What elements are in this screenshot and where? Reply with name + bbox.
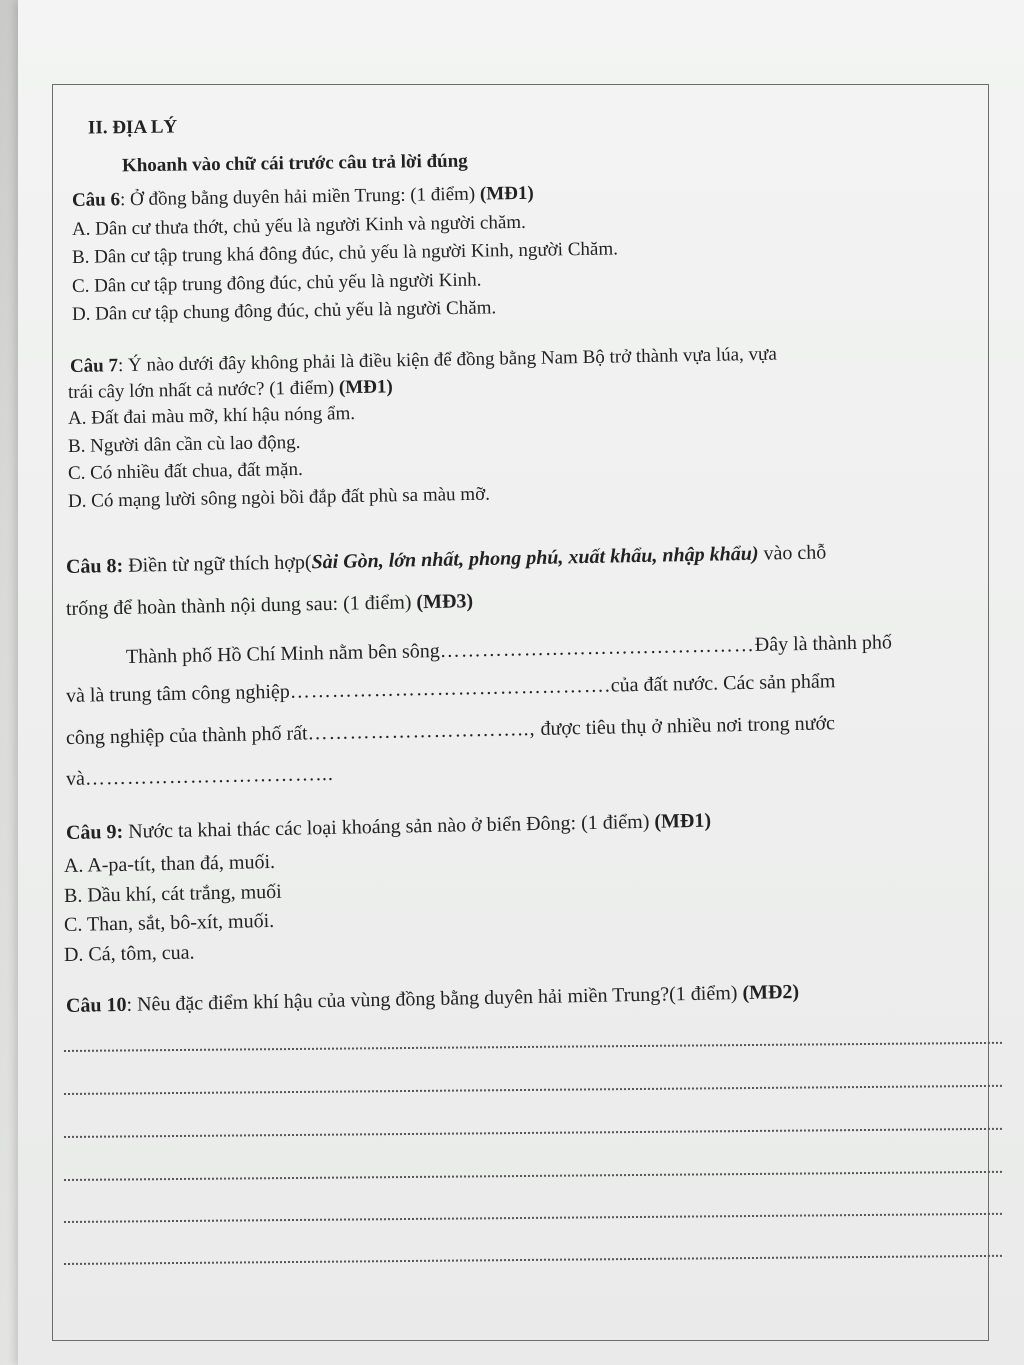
question-7-label: Câu 7 [69,355,119,377]
fill-text: của đất nước. Các sản phẩm [610,670,836,697]
question-8-text-2: trống để hoàn thành nội dung sau: (1 điểm) [65,591,417,620]
fill-text: Đây là thành phố [754,631,893,656]
fill-text: và [65,767,86,790]
section-title: II. ĐỊA LÝ [87,116,178,139]
question-6-option-a: A. Dân cư thưa thớt, chủ yếu là người Kinh và người chăm. [71,211,526,240]
question-6-option-d: D. Dân cư tập chung đông đúc, chủ yếu là người Chăm. [71,297,497,325]
question-10-text: : Nêu đặc điểm khí hậu của vùng đồng bằng duyên hải miền Trung?(1 điểm) [126,982,743,1016]
fill-blank-3[interactable]: ………………………….., [307,717,536,745]
instruction: Khoanh vào chữ cái trước câu trả lời đúng [121,150,468,177]
question-8-text-before: Điền từ ngữ thích hợp( [123,551,312,577]
question-9-option-a: A. A-pa-tít, than đá, muối. [63,850,276,877]
fill-blank-4[interactable]: ……………………………... [84,762,335,790]
question-7-option-c: C. Có nhiều đất chua, đất mặn. [67,458,303,484]
question-8-level: (MĐ3) [416,590,474,614]
question-6-text: : Ở đồng bằng duyên hải miền Trung: (1 điểm) [119,183,481,211]
question-10-label: Câu 10 [65,993,127,1017]
question-9-level: (MĐ1) [654,809,712,833]
question-9-option-c: C. Than, sắt, bô-xít, muối. [63,909,275,936]
question-8-word-list: Sài Gòn, lớn nhất, phong phú, xuất khẩu, nhập khẩu) [311,542,759,574]
fill-blank-2[interactable]: ………………………………………. [289,674,611,703]
question-7-text-1: : Ý nào dưới đây không phải là điều kiện để đồng bằng Nam Bộ trở thành vựa lúa, vựa [117,343,777,377]
question-7-level: (MĐ1) [338,376,393,399]
question-7-option-d: D. Có mạng lười sông ngòi bồi đắp đất phù sa màu mỡ. [67,483,491,512]
fill-text: Thành phố Hồ Chí Minh nằm bên sông [125,639,441,668]
answer-frame [52,84,989,1341]
question-10-level: (MĐ2) [742,980,800,1005]
question-9-label: Câu 9: [65,820,124,844]
fill-blank-1[interactable]: ……………………………………… [439,633,755,662]
question-6-level: (MĐ1) [479,182,534,205]
fill-text: được tiêu thụ ở nhiều nơi trong nước [535,712,836,740]
fill-text: công nghiệp của thành phố rất [65,722,308,749]
question-7-option-b: B. Người dân cần cù lao động. [67,431,301,457]
question-6-option-b: B. Dân cư tập trung khá đông đúc, chủ yếu là người Kinh, người Chăm. [71,238,619,268]
question-8-label: Câu 8: [65,554,124,578]
question-6-option-c: C. Dân cư tập trung đông đúc, chủ yếu là người Kinh. [71,269,482,297]
question-6-label: Câu 6 [71,189,121,211]
question-9-option-d: D. Cá, tôm, cua. [63,941,195,966]
question-9-text: Nước ta khai thác các loại khoáng sản nào ở biển Đông: (1 điểm) [123,810,655,843]
fill-text: và là trung tâm công nghiệp [65,680,290,707]
question-7-text-2: trái cây lớn nhất cả nước? (1 điểm) [67,377,340,403]
question-8-text-after: vào chỗ [758,541,827,565]
question-7-option-a: A. Đất đai màu mỡ, khí hậu nóng ẩm. [67,402,356,429]
question-9-option-b: B. Dầu khí, cát trắng, muối [63,880,282,907]
